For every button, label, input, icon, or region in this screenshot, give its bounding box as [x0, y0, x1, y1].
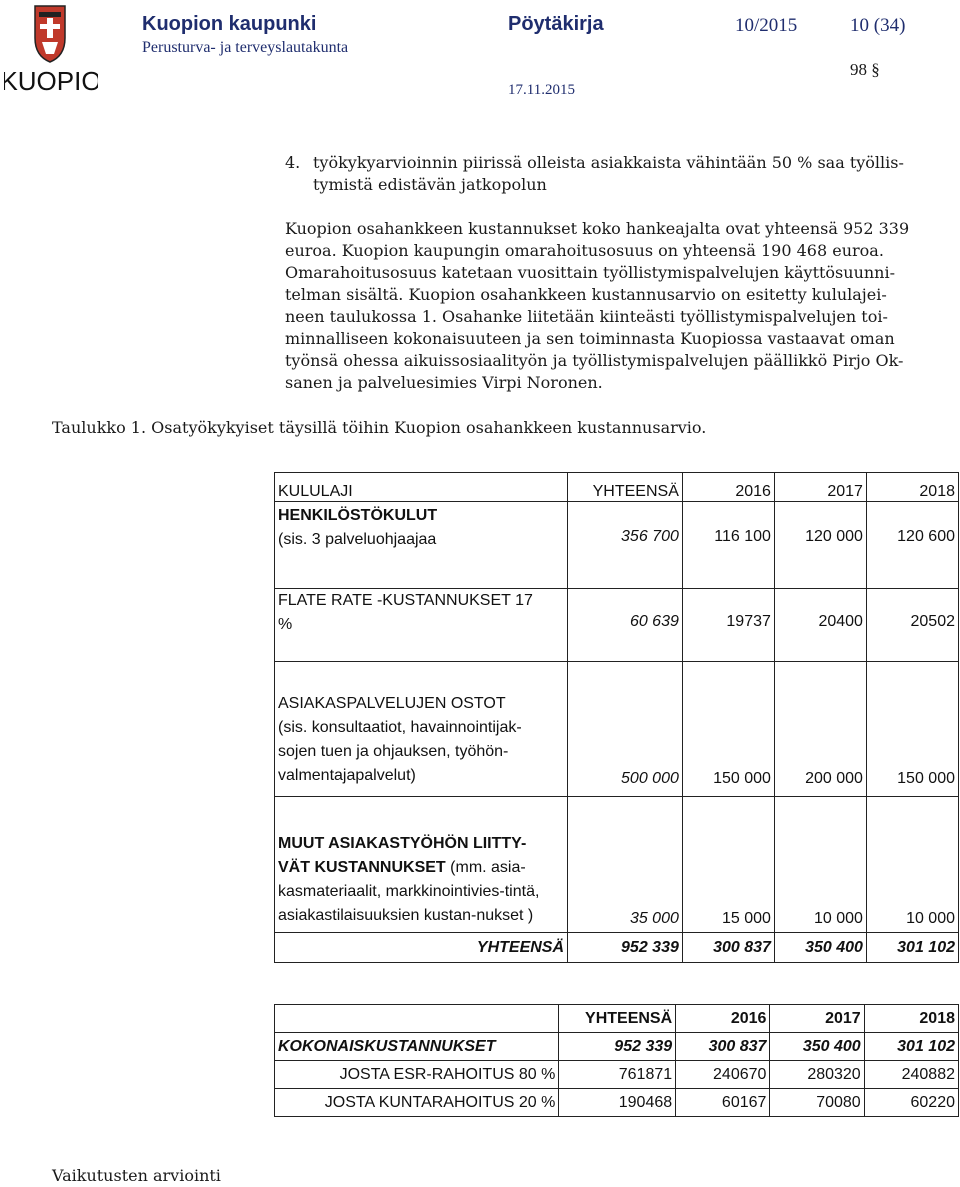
table-row — [275, 1033, 959, 1061]
document-type: Pöytäkirja — [508, 13, 604, 35]
header-cell — [275, 1005, 559, 1033]
table-header-row — [275, 1005, 959, 1033]
section-heading: Vaikutusten arviointi — [52, 1166, 221, 1185]
value-cell: 301 102 — [864, 1033, 958, 1061]
header-cell: YHTEENSÄ — [559, 1005, 676, 1033]
row-label-bold: HENKILÖSTÖKULUT — [278, 507, 438, 524]
header-cell: YHTEENSÄ — [568, 473, 683, 502]
header-cell: 2018 — [866, 473, 958, 502]
row-label-cell — [275, 589, 568, 662]
total-cell: 35 000 — [568, 797, 683, 933]
total-cell: 952 339 — [568, 933, 683, 963]
list-item-text — [313, 152, 953, 196]
row-label-text: (sis. konsultaatiot, havainnointijak-sojen tuen ja ohjauksen, työhön-valmentajapalvelut) — [278, 719, 522, 784]
value-cell: 10 000 — [774, 797, 866, 933]
list-item-line: työkykyarvioinnin piirissä olleista asiakkaista vähintään 50 % saa työllis- — [313, 153, 904, 172]
value-cell: 120 000 — [774, 502, 866, 589]
total-cell: 350 400 — [774, 933, 866, 963]
value-cell: 60167 — [676, 1089, 770, 1117]
value-cell: 15 000 — [682, 797, 774, 933]
total-cell: 190468 — [559, 1089, 676, 1117]
organization-name: Kuopion kaupunki — [142, 13, 317, 35]
value-cell: 70080 — [770, 1089, 864, 1117]
header-cell: 2018 — [864, 1005, 958, 1033]
value-cell: 120 600 — [866, 502, 958, 589]
row-label-cell: JOSTA ESR-RAHOITUS 80 % — [275, 1061, 559, 1089]
table-row — [275, 1061, 959, 1089]
paragraph-line: minnalliseen kokonaisuuteen ja sen toiminnasta Kuopiossa vastaavat oman — [285, 329, 895, 348]
total-cell: 300 837 — [682, 933, 774, 963]
total-cell: 301 102 — [866, 933, 958, 963]
row-label-text — [278, 832, 553, 928]
total-cell: 952 339 — [559, 1033, 676, 1061]
value-cell: 150 000 — [682, 662, 774, 797]
paragraph-line: Omarahoitusosuus katetaan vuosittain työllistymispalvelujen käyttösuunni- — [285, 263, 896, 282]
value-cell: 20400 — [774, 589, 866, 662]
total-label: YHTEENSÄ — [275, 933, 568, 963]
value-cell: 60220 — [864, 1089, 958, 1117]
page-number: 10 (34) — [850, 15, 906, 36]
table-header-row — [275, 473, 959, 502]
row-label-bold: MUUT ASIAKASTYÖHÖN LIITTY-VÄT KUSTANNUKSET — [278, 835, 527, 876]
coat-of-arms-icon — [4, 4, 98, 94]
value-cell: 350 400 — [770, 1033, 864, 1061]
row-label-cell — [275, 662, 568, 797]
svg-text:KUOPIO: KUOPIO — [4, 66, 98, 94]
value-cell: 150 000 — [866, 662, 958, 797]
table-caption: Taulukko 1. Osatyökykyiset täysillä töihin Kuopion osahankkeen kustannusarvio. — [52, 418, 707, 437]
table-row — [275, 662, 959, 797]
list-item-line: tymistä edistävän jatkopolun — [313, 175, 547, 194]
value-cell: 200 000 — [774, 662, 866, 797]
table-row — [275, 589, 959, 662]
total-cell: 356 700 — [568, 502, 683, 589]
value-cell: 20502 — [866, 589, 958, 662]
cost-paragraph — [285, 218, 950, 394]
row-label-cell — [275, 797, 568, 933]
header-cell: 2017 — [774, 473, 866, 502]
header-cell: 2016 — [676, 1005, 770, 1033]
meeting-date: 17.11.2015 — [508, 82, 575, 98]
paragraph-line: neen taulukossa 1. Osahanke liitetään kiinteästi työllistymispalvelujen toi- — [285, 307, 888, 326]
section-reference: 98 § — [850, 60, 880, 79]
list-item-number: 4. — [285, 153, 301, 172]
value-cell: 240670 — [676, 1061, 770, 1089]
value-cell: 19737 — [682, 589, 774, 662]
row-label-rest: (mm. asia-kasmateriaalit, markkinointivies-tintä, asiakastilaisuuksien kustan-nukset ) — [278, 859, 540, 924]
value-cell: 300 837 — [676, 1033, 770, 1061]
header-cell: 2016 — [682, 473, 774, 502]
value-cell: 240882 — [864, 1061, 958, 1089]
total-cell: 761871 — [559, 1061, 676, 1089]
table-row — [275, 502, 959, 589]
header-cell: 2017 — [770, 1005, 864, 1033]
row-label-cell — [275, 502, 568, 589]
document-number: 10/2015 — [735, 15, 798, 36]
value-cell: 280320 — [770, 1061, 864, 1089]
paragraph-line: sanen ja palveluesimies Virpi Noronen. — [285, 373, 603, 392]
table-row — [275, 1089, 959, 1117]
row-label-cell: KOKONAISKUSTANNUKSET — [275, 1033, 559, 1061]
paragraph-line: työnsä ohessa aikuissosiaalityön ja työllistymispalvelujen päällikkö Pirjo Ok- — [285, 351, 904, 370]
row-label-text: (sis. 3 palveluohjaajaa — [278, 531, 437, 548]
table-total-row — [275, 933, 959, 963]
row-label-bold: ASIAKASPALVELUJEN OSTOT — [278, 695, 506, 712]
value-cell: 10 000 — [866, 797, 958, 933]
kuopio-logo — [4, 4, 98, 94]
paragraph-line: euroa. Kuopion kaupungin omarahoitusosuus on yhteensä 190 468 euroa. — [285, 241, 884, 260]
value-cell: 116 100 — [682, 502, 774, 589]
row-label-text: FLATE RATE -KUSTANNUKSET 17 % — [278, 592, 533, 633]
total-cell: 500 000 — [568, 662, 683, 797]
funding-table — [274, 1004, 959, 1117]
header-cell: KULULAJI — [275, 473, 568, 502]
row-label-cell: JOSTA KUNTARAHOITUS 20 % — [275, 1089, 559, 1117]
paragraph-line: Kuopion osahankkeen kustannukset koko hankeajalta ovat yhteensä 952 339 — [285, 219, 910, 238]
board-name: Perusturva- ja terveyslautakunta — [142, 39, 349, 56]
table-row — [275, 797, 959, 933]
cost-estimate-table — [274, 472, 959, 963]
total-cell: 60 639 — [568, 589, 683, 662]
paragraph-line: telman sisältä. Kuopion osahankkeen kustannusarvio on esitetty kululajei- — [285, 285, 887, 304]
